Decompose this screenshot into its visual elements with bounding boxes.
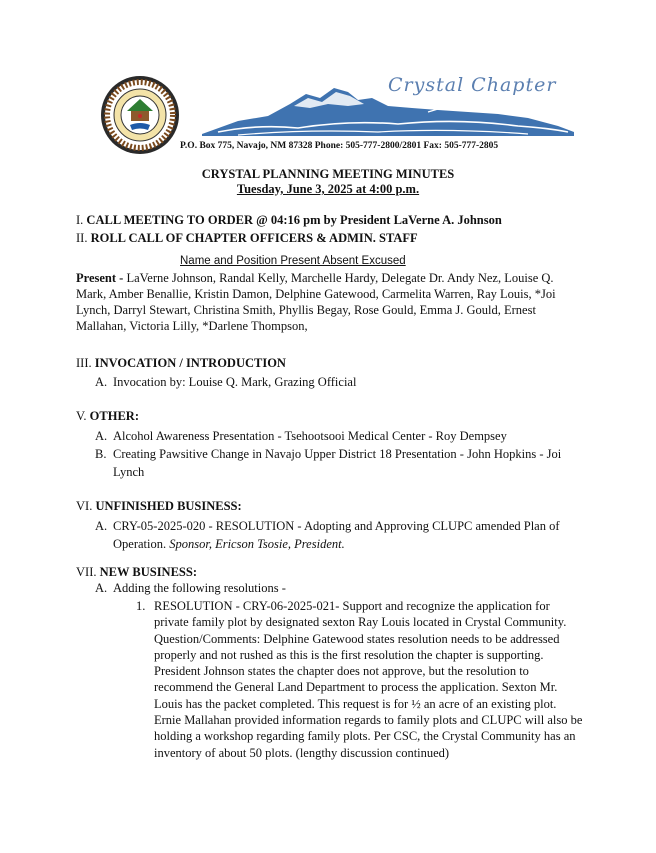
item-label: A. — [95, 581, 108, 595]
document-title: CRYSTAL PLANNING MEETING MINUTES — [201, 167, 455, 181]
item-label: A. — [95, 375, 108, 389]
section-invocation — [76, 356, 286, 371]
section-new-business — [76, 565, 197, 580]
section-number: II. — [76, 231, 88, 245]
subitem-label: 1. — [136, 599, 146, 613]
section-heading: UNFINISHED BUSINESS: — [95, 499, 242, 513]
contact-info: P.O. Box 775, Navajo, NM 87328 Phone: 505-777-2800/2801 Fax: 505-777-2805 — [180, 141, 499, 151]
section-heading: ROLL CALL OF CHAPTER OFFICERS & ADMIN. STAFF — [90, 231, 418, 245]
resolution-paragraph: RESOLUTION - CRY-06-2025-021- Support and recognize the application for private family plot by designated sexton Ray Louis located in Crystal Community. Question/Comments: Delphine Gatewood states resolution needs to be addressed properly and not rushed as this is the first resolution the chapter is supporting. President Johnson states the chapter does not approve, but the resolution to recommend the General Land Department to process the application. Sexton Mr. Louis has the packet completed. This request is for ½ an acre of an existing plot. Ernie Mallahan provided information regards to family plots and CLUPC will also be holding a workshop regarding family plots. Per CSC, the Crystal Community has an inventory of about 50 plots. (lengthy discussion continued) — [154, 599, 583, 760]
navajo-nation-seal-icon — [100, 75, 180, 155]
section-heading: CALL MEETING TO ORDER @ 04:16 pm by President LaVerne A. Johnson — [86, 213, 502, 227]
item-text-wrapper — [113, 517, 585, 553]
section-roll-call — [76, 231, 418, 246]
section-number: V. — [76, 409, 87, 423]
present-names: LaVerne Johnson, Randal Kelly, Marchelle Hardy, Delegate Dr. Andy Nez, Louise Q. Mark, Amber Benallie, Kristin Damon, Delphine Gatewood, Carmelita Warren, Ray Louis, *Joi Lynch, Darryl Stewart, Christina Smith, Phyllis Begay, Rose Gould, Emma J. Gould, Ernest Mallahan, Victoria Lilly, *Darlene Thompson, — [76, 271, 556, 333]
section-call-to-order — [76, 213, 502, 228]
section-number: VI. — [76, 499, 93, 513]
section-heading: INVOCATION / INTRODUCTION — [94, 356, 286, 370]
item-label: A. — [95, 519, 108, 533]
section-number: III. — [76, 356, 92, 370]
meeting-date: Tuesday, June 3, 2025 at 4:00 p.m. — [236, 182, 420, 196]
section-number: VII. — [76, 565, 97, 579]
item-text: Creating Pawsitive Change in Navajo Upper District 18 Presentation - John Hopkins - Joi Lynch — [113, 447, 562, 479]
item-text: Invocation by: Louise Q. Mark, Grazing Official — [113, 375, 357, 389]
section-heading: NEW BUSINESS: — [99, 565, 197, 579]
item-text: Adding the following resolutions - — [113, 581, 286, 595]
chapter-name: Crystal Chapter — [388, 74, 557, 96]
section-number: I. — [76, 213, 84, 227]
present-list — [76, 270, 586, 334]
item-sponsor: Sponsor, Ericson Tsosie, President. — [169, 537, 345, 551]
item-label: B. — [95, 447, 107, 461]
item-text: CRY-05-2025-020 - RESOLUTION - Adopting and Approving CLUPC amended Plan of Operation. — [113, 519, 560, 551]
section-other — [76, 409, 139, 424]
section-heading: OTHER: — [89, 409, 139, 423]
present-label: Present - — [76, 271, 124, 285]
item-label: A. — [95, 429, 108, 443]
section-unfinished-business — [76, 499, 242, 514]
roll-call-columns: Name and Position Present Absent Excused — [180, 255, 406, 267]
item-text: Alcohol Awareness Presentation - Tsehootsooi Medical Center - Roy Dempsey — [113, 429, 507, 443]
